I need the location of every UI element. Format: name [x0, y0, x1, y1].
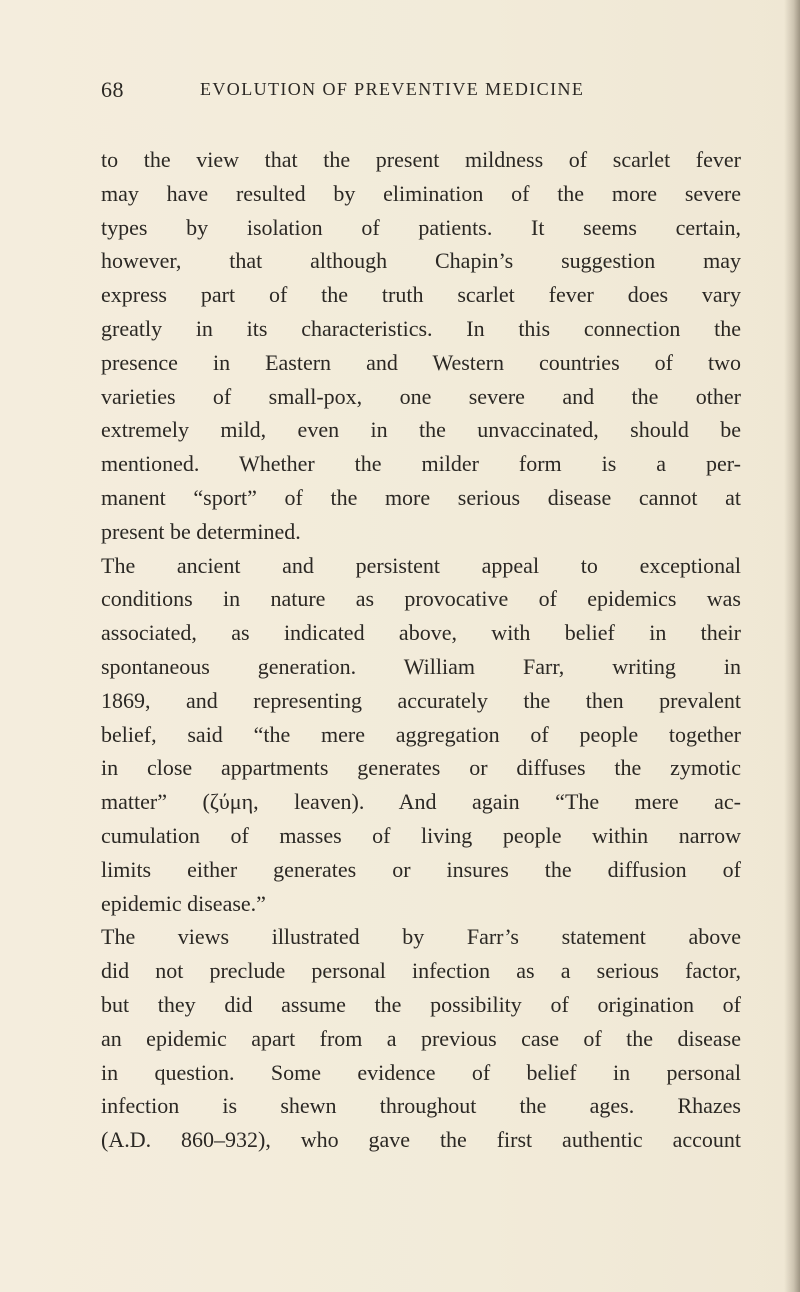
text-line: extremely mild, even in the unvaccinated, should be — [101, 417, 741, 443]
text-line: limits either generates or insures the diffusion of — [101, 856, 741, 882]
text-line: varieties of small-pox, one severe and the other — [101, 383, 741, 409]
text-line: infection is shewn throughout the ages. Rhazes — [101, 1093, 741, 1119]
text-line: express part of the truth scarlet fever does vary — [101, 282, 741, 308]
text-line: types by isolation of patients. It seems certain, — [101, 214, 741, 240]
paragraph-end-line: present be determined. — [101, 518, 301, 544]
page-edge-shadow — [784, 0, 800, 1292]
text-line: matter” (ζύμη, leaven). And again “The mere ac- — [101, 789, 741, 815]
text-line: spontaneous generation. William Farr, writing in — [101, 653, 741, 679]
text-line: however, that although Chapin’s suggestion may — [101, 248, 741, 274]
text-line: in close appartments generates or diffuses the zymotic — [101, 755, 741, 781]
text-line: to the view that the present mildness of scarlet fever — [101, 147, 741, 172]
running-head — [0, 77, 800, 107]
text-line: conditions in nature as provocative of epidemics was — [101, 586, 741, 612]
text-line: greatly in its characteristics. In this connection the — [101, 315, 741, 341]
body-text — [101, 143, 741, 1157]
text-line: (A.D. 860–932), who gave the first authentic account — [101, 1127, 741, 1153]
text-line: presence in Eastern and Western countries of two — [101, 349, 741, 375]
text-line: did not preclude personal infection as a serious factor, — [101, 958, 741, 984]
paragraph-end-line: epidemic disease.” — [101, 890, 266, 916]
text-line: but they did assume the possibility of origination of — [101, 991, 741, 1017]
text-line: 1869, and representing accurately the then prevalent — [101, 687, 741, 713]
running-title: EVOLUTION OF PREVENTIVE MEDICINE — [200, 79, 585, 99]
text-line: cumulation of masses of living people within narrow — [101, 822, 741, 848]
page-number: 68 — [101, 77, 124, 102]
text-line: may have resulted by elimination of the more severe — [101, 180, 741, 206]
text-line: an epidemic apart from a previous case of the disease — [101, 1025, 741, 1051]
text-line: mentioned. Whether the milder form is a per- — [101, 451, 741, 477]
paragraph-start-line: The ancient and persistent appeal to exceptional — [101, 552, 741, 578]
text-line: in question. Some evidence of belief in personal — [101, 1059, 741, 1085]
text-line: belief, said “the mere aggregation of people together — [101, 721, 741, 747]
text-line: associated, as indicated above, with belief in their — [101, 620, 741, 646]
text-line: manent “sport” of the more serious disease cannot at — [101, 484, 741, 510]
paragraph-start-line: The views illustrated by Farr’s statement above — [101, 924, 741, 950]
